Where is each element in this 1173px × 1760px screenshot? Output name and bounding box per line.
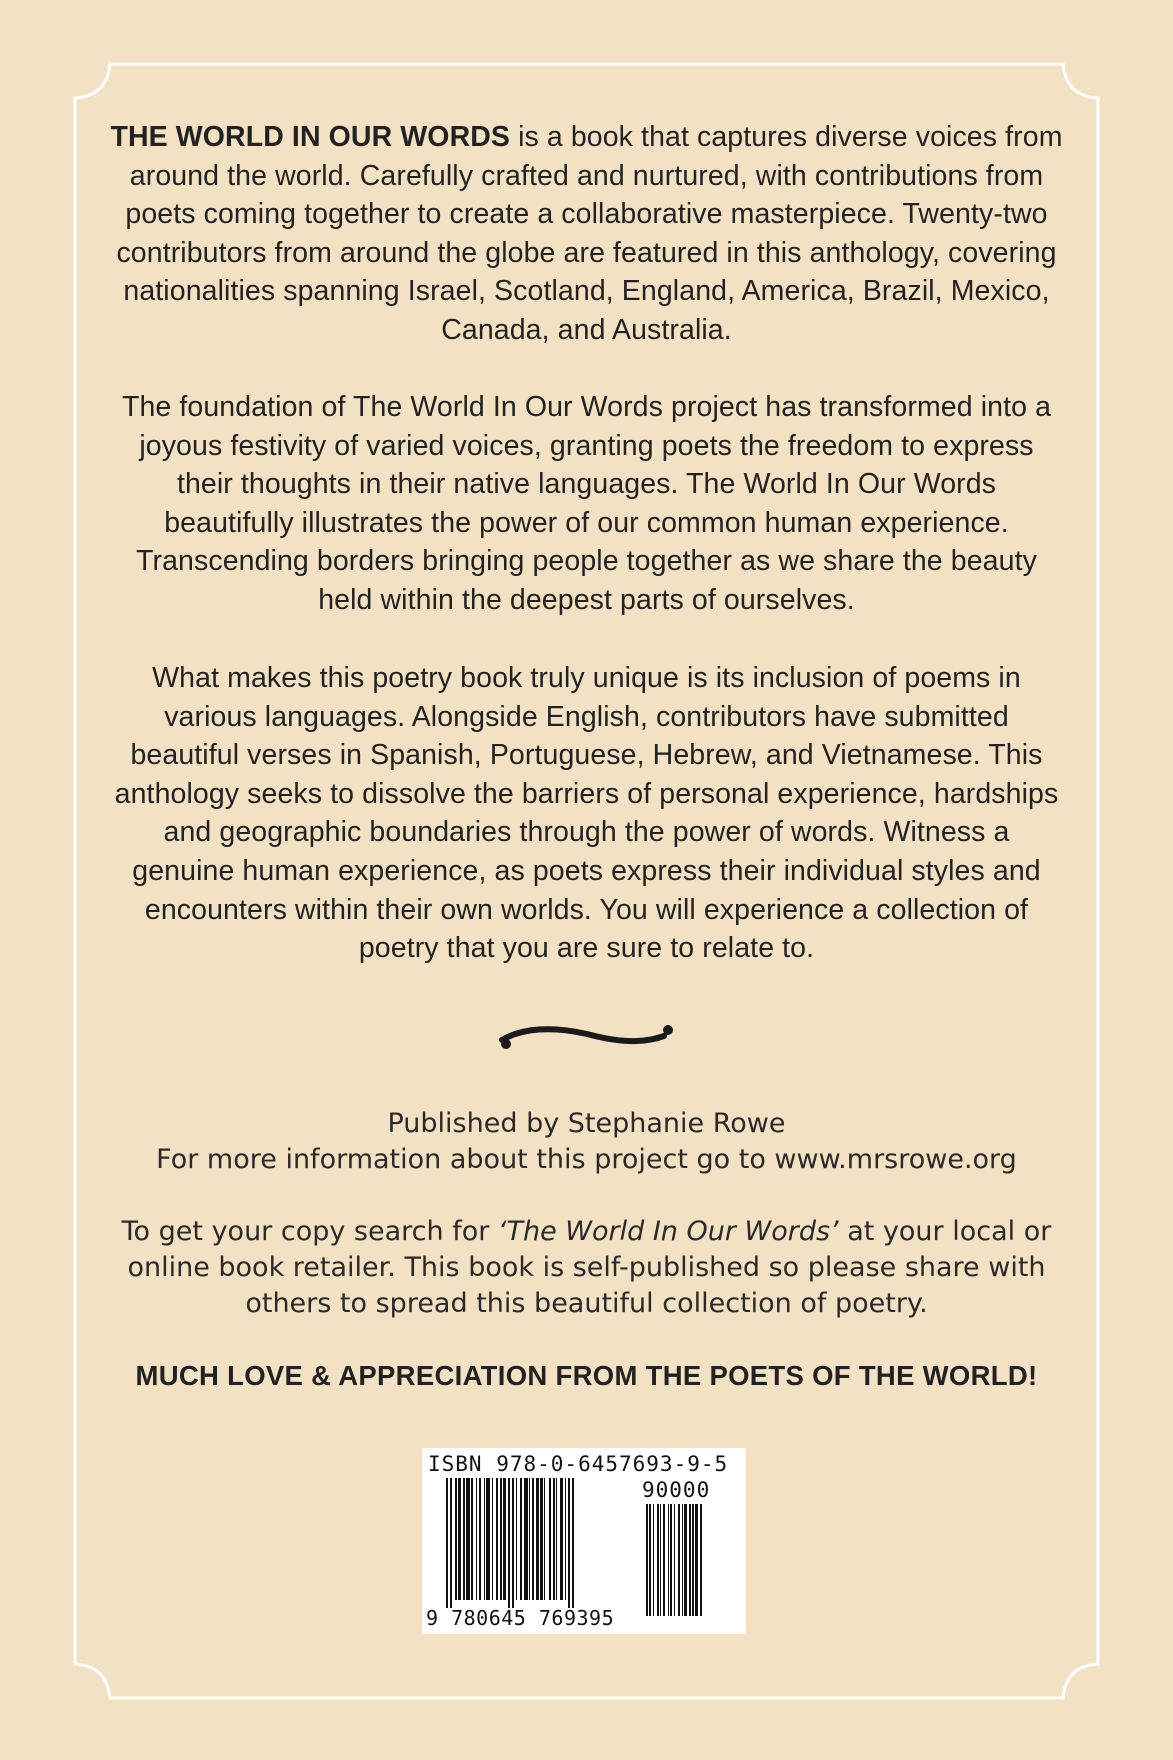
barcode-bar xyxy=(450,1478,452,1608)
barcode-bar xyxy=(560,1478,563,1600)
barcode-bar xyxy=(649,1504,651,1616)
barcode-bar xyxy=(532,1478,534,1600)
book-title: THE WORLD IN OUR WORDS xyxy=(110,121,511,153)
barcode-bar xyxy=(572,1478,574,1608)
barcode-bar xyxy=(540,1478,543,1600)
barcode-bar xyxy=(503,1478,506,1600)
barcode-bar xyxy=(670,1504,672,1616)
barcode-bar xyxy=(549,1478,551,1600)
barcode-bar xyxy=(536,1478,539,1600)
closing-line: MUCH LOVE & APPRECIATION FROM THE POETS OF THE WORLD! xyxy=(135,1360,1038,1391)
barcode-bar xyxy=(466,1478,470,1600)
barcode-bar xyxy=(486,1478,490,1600)
barcode-bar xyxy=(684,1504,687,1616)
barcode-bar xyxy=(700,1504,702,1616)
publisher-line: Published by Stephanie Rowe xyxy=(387,1108,786,1139)
barcode-bar xyxy=(692,1504,694,1616)
barcode-bar xyxy=(471,1478,473,1600)
isbn-label: ISBN 978-0-6457693-9-5 xyxy=(428,1452,729,1476)
barcode-bar xyxy=(556,1478,557,1600)
barcode-bar xyxy=(568,1478,570,1608)
barcode-bar xyxy=(446,1478,448,1608)
description-paragraph-1-body: is a book that captures diverse voices from around the world. Carefully crafted and nurtured, with contributions from poets coming together to create a collaborative masterpiece. Twenty-two contributors from around the globe are featured in this anthology, covering nationalities spanning Israel, Scotland, England, America, Brazil, Mexico, Canada, and Australia. xyxy=(116,121,1063,346)
barcode-bar xyxy=(663,1504,665,1616)
barcode-bar xyxy=(512,1478,514,1608)
copy-info-suffix: at your local or online book retailer. This book is self-published so please share with others to spread this beautiful collection of poetry. xyxy=(127,1216,1052,1319)
description-paragraph-2: The foundation of The World In Our Words project has transformed into a joyous festivity of varied voices, granting poets the freedom to express their thoughts in their native languages. The World In Our Words beautifully illustrates the power of our common human experience. Transcending borders bringing people together as we share the beauty held within the deepest parts of ourselves. xyxy=(121,391,1052,616)
barcode-bar xyxy=(479,1478,481,1600)
barcode-bar xyxy=(496,1478,498,1600)
ean-bars xyxy=(446,1478,628,1608)
copy-info-prefix: To get your copy search for xyxy=(121,1216,498,1247)
flourish-divider-icon xyxy=(492,1012,682,1056)
barcode-bar xyxy=(695,1504,698,1616)
publisher-info xyxy=(110,1106,1063,1178)
barcode-bar xyxy=(674,1504,675,1616)
barcode-bar xyxy=(682,1504,683,1616)
price-code: 90000 xyxy=(642,1478,711,1502)
barcode-bar xyxy=(458,1478,461,1600)
barcode-bar xyxy=(476,1478,477,1600)
barcode-bar xyxy=(668,1504,669,1616)
barcode-bar xyxy=(500,1478,502,1600)
barcode-bar xyxy=(553,1478,555,1600)
isbn-barcode xyxy=(422,1448,746,1634)
barcode-bar xyxy=(544,1478,545,1600)
barcode-bar xyxy=(646,1504,648,1616)
description-paragraph-3: What makes this poetry book truly unique is its inclusion of poems in various languages. Alongside English, contributors have submitted beautiful verses in Spanish, Portuguese, Hebrew, and Vietnamese. This anthology seeks to dissolve the barriers of personal experience, hardships and geographic boundaries through the power of words. Witness a genuine human experience, as poets express their individual styles and encounters within their own worlds. You will experience a collection of poetry that you are sure to relate to. xyxy=(114,662,1059,965)
description-paragraph-1 xyxy=(110,118,1063,350)
addon-bars xyxy=(646,1504,734,1624)
barcode-bar xyxy=(678,1504,680,1616)
barcode-bar xyxy=(463,1478,465,1600)
ean-digits: 9 780645 769395 xyxy=(426,1606,615,1630)
barcode-bar xyxy=(657,1504,659,1616)
barcode-bar xyxy=(484,1478,485,1600)
barcode-bar xyxy=(689,1504,691,1616)
barcode-bar xyxy=(524,1478,528,1600)
barcode-bar xyxy=(508,1478,510,1608)
website-line: For more information about this project go to www.mrsrowe.org xyxy=(156,1144,1017,1175)
barcode-bar xyxy=(660,1504,661,1616)
barcode-bar xyxy=(492,1478,493,1600)
copy-info xyxy=(110,1214,1063,1322)
barcode-bar xyxy=(653,1504,654,1616)
barcode-bar xyxy=(455,1478,457,1600)
copy-info-book-title: ‘The World In Our Words’ xyxy=(497,1216,839,1247)
barcode-bar xyxy=(529,1478,530,1600)
barcode-bar xyxy=(516,1478,517,1600)
barcode-bar xyxy=(520,1478,522,1600)
barcode-bar xyxy=(565,1478,566,1600)
